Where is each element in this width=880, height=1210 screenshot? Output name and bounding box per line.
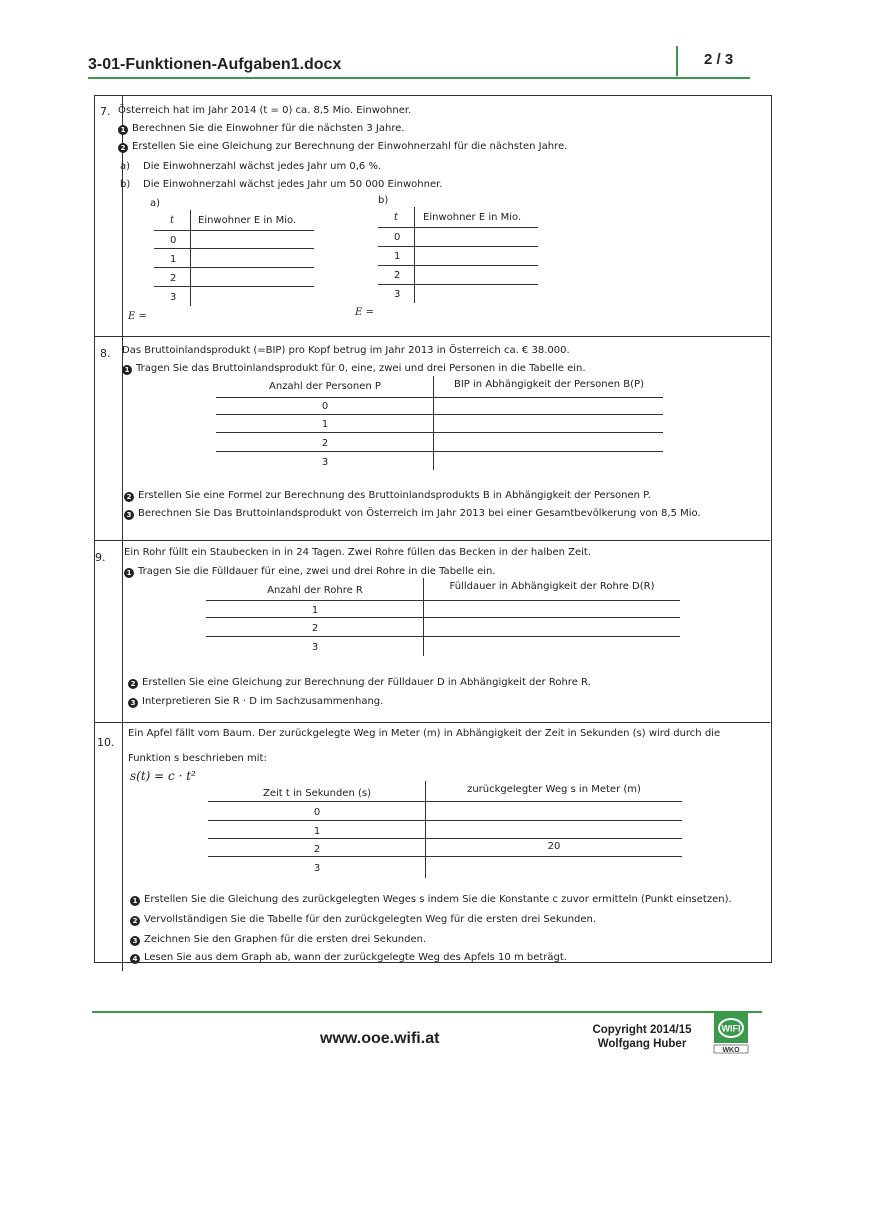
row-divider: [94, 722, 770, 723]
table-header: t: [394, 212, 399, 223]
subtask: 3 Interpretieren Sie R · D im Sachzusammenhang.: [128, 695, 383, 708]
formula: s(t) = c · t²: [130, 769, 196, 783]
table-grid: [208, 838, 682, 839]
page-number: 2 / 3: [704, 51, 734, 68]
table-grid: [206, 636, 680, 637]
table-grid: [154, 286, 314, 287]
table-grid: [378, 227, 538, 228]
table-cell: 1: [321, 419, 329, 430]
row-divider: [94, 336, 770, 337]
table-cell: 2: [311, 623, 319, 634]
bullet-2-icon: 2: [130, 916, 140, 926]
table-header: t: [170, 215, 175, 226]
task-table: [94, 95, 772, 963]
subtask: 1 Berechnen Sie die Einwohner für die nächsten 3 Jahre.: [118, 122, 405, 135]
header-divider: [676, 46, 678, 76]
task-intro: Ein Rohr füllt ein Staubecken in in 24 Tagen. Zwei Rohre füllen das Becken in der halben Zeit.: [124, 547, 592, 558]
bullet-1-icon: 1: [122, 365, 132, 375]
table-header: BIP in Abhängigkeit der Personen B(P): [454, 379, 644, 390]
task-number: 7.: [100, 105, 111, 118]
bullet-2-icon: 2: [118, 143, 128, 153]
table-grid: [208, 820, 682, 821]
table-cell: 1: [313, 826, 321, 837]
table-grid: [378, 246, 538, 247]
table-header: Fülldauer in Abhängigkeit der Rohre D(R): [449, 581, 655, 592]
footer-rule: [92, 1011, 762, 1013]
case-label: b): [120, 179, 131, 190]
table-cell: 3: [170, 292, 177, 303]
table-grid: [414, 207, 415, 303]
bullet-1-icon: 1: [118, 125, 128, 135]
subtask: 2 Erstellen Sie eine Gleichung zur Berechnung der Fülldauer D in Abhängigkeit der Rohre R.: [128, 676, 591, 689]
table-header: Zeit t in Sekunden (s): [263, 788, 371, 799]
table-label: b): [378, 195, 389, 206]
table-cell: 3: [311, 642, 319, 653]
bullet-2-icon: 2: [128, 679, 138, 689]
table-grid: [154, 230, 314, 231]
table-cell: 2: [313, 844, 321, 855]
table-cell: 2: [170, 273, 177, 284]
author-name: Wolfgang Huber: [597, 1038, 687, 1050]
table-grid: [154, 248, 314, 249]
case-label: a): [120, 161, 131, 172]
task-number: 8.: [100, 347, 111, 360]
number-column-divider: [122, 95, 123, 971]
task-intro: Das Bruttoinlandsprodukt (=BIP) pro Kopf betrug im Jahr 2013 in Österreich ca. € 38.000.: [122, 345, 570, 356]
bullet-1-icon: 1: [130, 896, 140, 906]
subtask: 3 Zeichnen Sie den Graphen für die ersten drei Sekunden.: [130, 933, 426, 946]
subtask: 4 Lesen Sie aus dem Graph ab, wann der zurückgelegte Weg des Apfels 10 m beträgt.: [130, 951, 567, 964]
equation-placeholder: E =: [355, 307, 374, 318]
table-grid: [206, 600, 680, 601]
task-intro: Ein Apfel fällt vom Baum. Der zurückgelegte Weg in Meter (m) in Abhängigkeit der Zeit in Sekunden (s) wird durch die: [128, 728, 721, 739]
table-header: Anzahl der Rohre R: [267, 585, 363, 596]
table-grid: [216, 414, 663, 415]
subtask: 3 Berechnen Sie Das Bruttoinlandsprodukt von Österreich im Jahr 2013 bei einer Gesamtbevölkerung von 8,5 Mio.: [124, 507, 701, 520]
document-title: 3-01-Funktionen-Aufgaben1.docx: [88, 56, 342, 73]
logo-subtext: WKO: [722, 1047, 740, 1054]
table-header: Einwohner E in Mio.: [423, 212, 522, 223]
subtask: 2 Erstellen Sie eine Gleichung zur Berechnung der Einwohnerzahl für die nächsten Jahre.: [118, 140, 567, 153]
table-cell: 0: [170, 235, 177, 246]
table-cell: 1: [170, 254, 177, 265]
table-grid: [208, 856, 682, 857]
case-text: Die Einwohnerzahl wächst jedes Jahr um 0,6 %.: [143, 161, 382, 172]
table-grid: [208, 801, 682, 802]
table-cell: 1: [311, 605, 319, 616]
table-cell: 2: [321, 438, 329, 449]
table-cell-given-value: 20: [547, 841, 561, 852]
subtask: 1 Erstellen Sie die Gleichung des zurückgelegten Weges s indem Sie die Konstante c zuvor ermitteln (Punkt einsetzen).: [130, 893, 732, 906]
copyright-text: Copyright 2014/15: [592, 1024, 692, 1036]
table-grid: [216, 397, 663, 398]
row-divider: [94, 540, 770, 541]
table-header: zurückgelegter Weg s in Meter (m): [467, 784, 641, 795]
subtask: 2 Erstellen Sie eine Formel zur Berechnung des Bruttoinlandsprodukts B in Abhängigkeit der Personen P.: [124, 489, 651, 502]
subtask: 1 Tragen Sie das Bruttoinlandsprodukt für 0, eine, zwei und drei Personen in die Tabelle ein.: [122, 362, 586, 375]
bullet-2-icon: 2: [124, 492, 134, 502]
logo-text: WIFI: [721, 1023, 741, 1034]
bullet-1-icon: 1: [124, 568, 134, 578]
subtask: 1 Tragen Sie die Fülldauer für eine, zwei und drei Rohre in die Tabelle ein.: [124, 565, 496, 578]
table-grid: [378, 284, 538, 285]
subtask: 2 Vervollständigen Sie die Tabelle für den zurückgelegten Weg für die ersten drei Sekunden.: [130, 913, 596, 926]
task-number: 10.: [97, 736, 115, 749]
bullet-4-icon: 4: [130, 954, 140, 964]
table-cell: 3: [321, 457, 329, 468]
task-intro: Österreich hat im Jahr 2014 (t = 0) ca. 8,5 Mio. Einwohner.: [118, 105, 412, 116]
table-grid: [206, 617, 680, 618]
table-grid: [216, 432, 663, 433]
table-grid: [216, 451, 663, 452]
table-label: a): [150, 198, 161, 209]
footer-copyright: [586, 1023, 698, 1051]
table-cell: 0: [394, 232, 401, 243]
equation-placeholder: E =: [128, 311, 147, 322]
bullet-3-icon: 3: [128, 698, 138, 708]
task-intro: Funktion s beschrieben mit:: [128, 753, 267, 764]
table-grid: [190, 210, 191, 306]
table-cell: 3: [313, 863, 321, 874]
bullet-3-icon: 3: [124, 510, 134, 520]
table-grid: [154, 267, 314, 268]
footer-url: www.ooe.wifi.at: [320, 1030, 440, 1047]
case-text: Die Einwohnerzahl wächst jedes Jahr um 50 000 Einwohner.: [143, 179, 443, 190]
header-rule: [88, 77, 750, 79]
wifi-logo-icon: [713, 1012, 749, 1054]
task-number: 9.: [95, 551, 106, 564]
table-header: Einwohner E in Mio.: [198, 215, 297, 226]
table-cell: 0: [313, 807, 321, 818]
table-header: Anzahl der Personen P: [269, 381, 381, 392]
table-cell: 0: [321, 401, 329, 412]
table-grid: [378, 265, 538, 266]
bullet-3-icon: 3: [130, 936, 140, 946]
table-cell: 3: [394, 289, 401, 300]
table-cell: 2: [394, 270, 401, 281]
table-cell: 1: [394, 251, 401, 262]
